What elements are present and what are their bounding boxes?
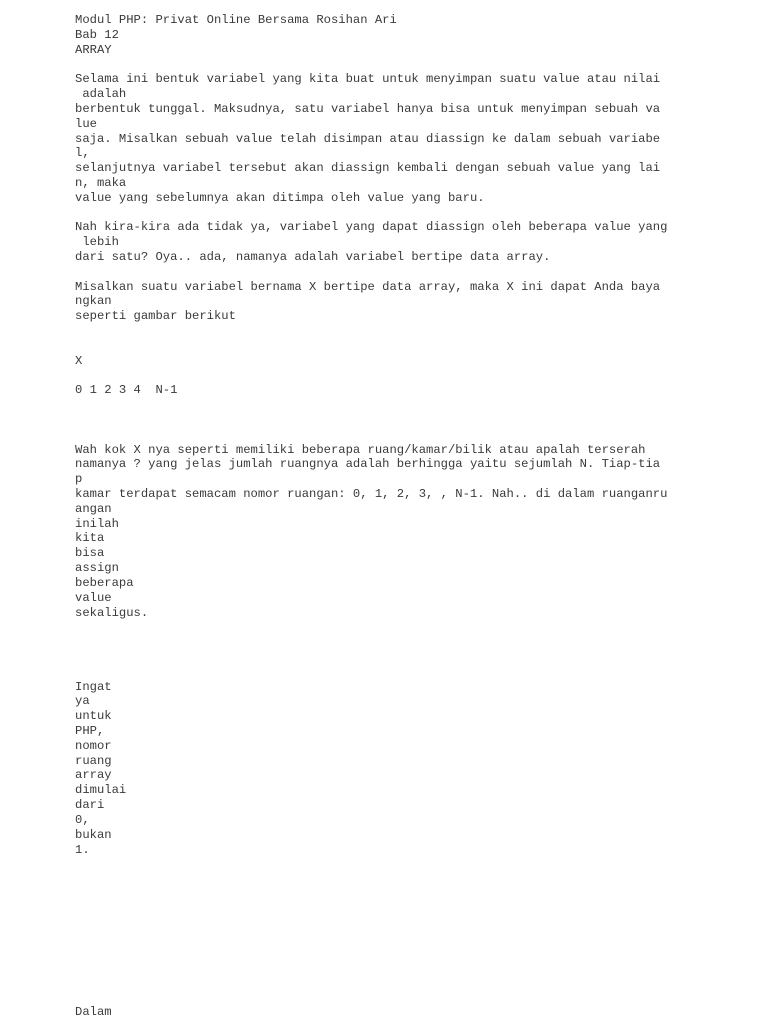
- paragraph-question: Nah kira-kira ada tidak ya, variabel yang dapat diassign oleh beberapa value yang lebih dari satu? Oya.. ada, namanya adalah variabel bertipe data array.: [75, 220, 668, 264]
- paragraph-reminder: Ingat ya untuk PHP, nomor ruang array dimulai dari 0, bukan 1.: [75, 679, 127, 857]
- paragraph-continuation: Dalam: [75, 1005, 112, 1020]
- figure-index-row: 0 1 2 3 4 N-1: [75, 383, 178, 398]
- document-page: [75, 13, 755, 1021]
- section-title: ARRAY: [75, 42, 112, 57]
- paragraph-intro: Selama ini bentuk variabel yang kita buat untuk menyimpan suatu value atau nilai adalah berbentuk tunggal. Maksudnya, satu variabel hanya bisa untuk menyimpan sebuah va lue saja. Misalkan sebuah value telah disimpan atau diassign ke dalam sebuah variabe l, selanjutnya variabel tersebut akan diassign kembali dengan sebuah value yang lai n, maka value yang sebelumnya akan ditimpa oleh value yang baru.: [75, 72, 661, 205]
- paragraph-example: Misalkan suatu variabel bernama X bertipe data array, maka X ini dapat Anda baya ngkan seperti gambar berikut: [75, 279, 661, 324]
- paragraph-rooms: Wah kok X nya seperti memiliki beberapa ruang/kamar/bilik atau apalah terserah namanya ? yang jelas jumlah ruangnya adalah berhingga yaitu sejumlah N. Tiap-tia p kamar terdapat semacam nomor ruangan: 0, 1, 2, 3, , N-1. Nah.. di dalam ruanganru angan inilah kita bisa assign beberapa value sekaligus.: [75, 442, 668, 620]
- header-title: Modul PHP: Privat Online Bersama Rosihan Ari: [75, 13, 397, 27]
- figure-variable-label: X: [75, 353, 83, 368]
- document-body: [75, 13, 755, 1020]
- chapter-label: Bab 12: [75, 27, 119, 42]
